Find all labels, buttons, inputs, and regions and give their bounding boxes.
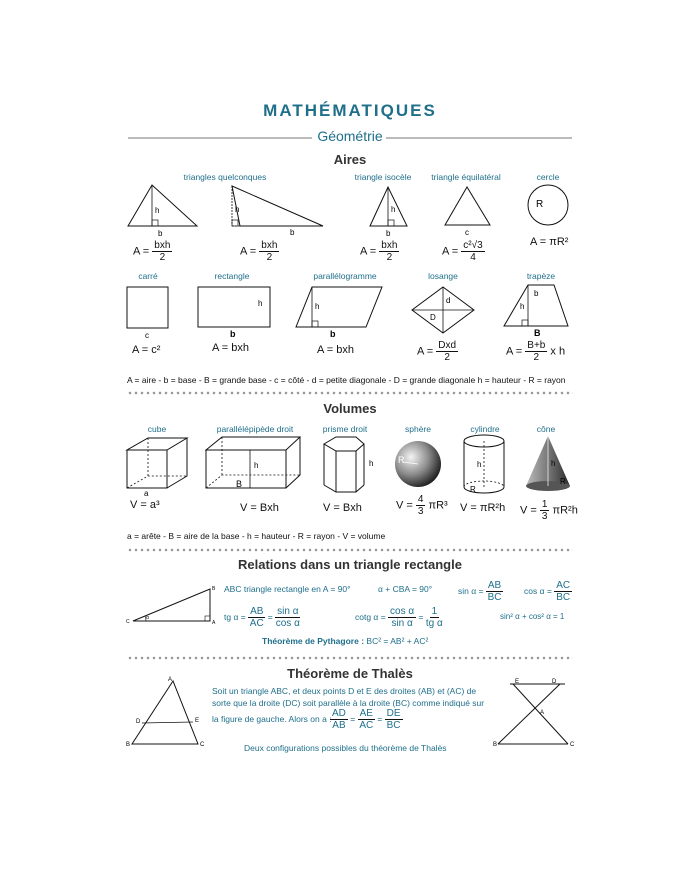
svg-text:h: h [258, 299, 263, 308]
page-title: MATHÉMATIQUES [263, 101, 437, 120]
svg-text:b: b [290, 228, 295, 237]
formula-prisme: V = Bxh [323, 502, 362, 514]
label-losange: losange [428, 271, 458, 281]
svg-text:C: C [570, 742, 575, 748]
svg-text:E: E [515, 679, 520, 685]
thales-ratios: $\frac{AD}{AB}$ = $\frac{AE}{AC}$ = $\frac{DE}{BC}$ [332, 708, 401, 731]
svg-text:α: α [146, 615, 149, 621]
label-cone: cône [536, 424, 556, 434]
thales-figure-right [493, 679, 575, 748]
svg-text:R: R [536, 199, 544, 210]
formula-rectangle: A = bxh [212, 342, 250, 354]
svg-text:h: h [369, 459, 374, 468]
svg-text:a: a [144, 489, 149, 498]
section-heading-aires: Aires [333, 152, 367, 167]
formula-cone: V = $\frac{1}{3}$ πR²h [520, 499, 578, 522]
thales-text-line1: Soit un triangle ABC, et deux points D et E des droites (AB) et (AC) de [212, 686, 477, 696]
svg-text:A: A [168, 677, 173, 683]
section-heading-volumes: Volumes [323, 401, 377, 416]
svg-text:C: C [200, 742, 205, 748]
relation-tg: tg α = $\frac{AB}{AC}$ = $\frac{\text{sin α}}{\text{cos α}}$ [224, 606, 300, 629]
svg-text:h: h [254, 461, 259, 470]
relation-cotg: cotg α = $\frac{\text{cos α}}{\text{sin α}}$ = $\frac{1}{\text{tg α}}$ [355, 606, 443, 629]
svg-text:B: B [126, 742, 131, 748]
formula-parallelepipede: V = Bxh [240, 502, 279, 514]
svg-text:b: b [330, 329, 336, 339]
svg-text:R: R [398, 455, 405, 465]
label-parallelogramme: parallélogramme [313, 271, 377, 281]
formula-sphere: V = $\frac{4}{3}$ πR³ [396, 494, 448, 517]
thales-text-line2: sorte que la droite (DC) soit parallèle à la droite (BC) comme indiqué sur [212, 698, 485, 708]
thales-text-line3: la figure de gauche. Alors on a : [212, 714, 332, 724]
svg-text:h: h [551, 459, 556, 468]
svg-text:b: b [230, 329, 236, 339]
formula-triangle-1: A = $\frac{\text{bxh}}{2}$ [133, 240, 171, 263]
thales-figure-left [126, 677, 205, 748]
label-cube: cube [147, 424, 167, 434]
formula-cube: V = a³ [130, 499, 160, 511]
formula-trapeze: A = $\frac{B+b}{2}$ x h [506, 340, 566, 363]
label-trapeze: trapèze [526, 271, 556, 281]
svg-text:c: c [465, 228, 469, 237]
label-triangle-isocele: triangle isocèle [354, 172, 412, 182]
svg-text:D: D [430, 313, 436, 322]
label-prisme: prisme droit [322, 424, 368, 434]
formula-carre: A = c² [132, 344, 161, 356]
aires-legend: A = aire - b = base - B = grande base - c = côté - d = petite diagonale - D = grande diagonale h = hauteur - R = rayon [127, 375, 566, 385]
svg-text:A: A [212, 620, 216, 626]
svg-text:D: D [552, 679, 557, 685]
volumes-legend: a = arête - B = aire de la base - h = hauteur - R = rayon - V = volume [127, 531, 386, 541]
formula-triangle-2: A = $\frac{\text{bxh}}{2}$ [240, 240, 278, 263]
svg-text:h: h [235, 205, 240, 214]
relation-cos: cos α = $\frac{AC}{BC}$ [524, 580, 571, 603]
svg-text:h: h [315, 302, 320, 311]
formula-losange: A = $\frac{\text{Dxd}}{2}$ [417, 340, 457, 363]
svg-text:h: h [391, 205, 396, 214]
svg-text:b: b [534, 289, 539, 298]
label-carre: carré [138, 271, 158, 281]
svg-text:A: A [540, 710, 545, 716]
thales-caption: Deux configurations possibles du théorème de Thalès [244, 743, 447, 753]
formula-cercle: A = πR² [530, 236, 569, 248]
svg-text:d: d [446, 296, 451, 305]
svg-text:b: b [158, 229, 163, 238]
relation-sin: sin α = $\frac{AB}{BC}$ [458, 580, 502, 603]
svg-text:B: B [493, 742, 498, 748]
label-cylindre: cylindre [470, 424, 500, 434]
svg-text:R: R [560, 477, 566, 486]
formula-parallelogramme: A = bxh [317, 344, 355, 356]
svg-text:D: D [136, 719, 141, 725]
pythagore: Théorème de Pythagore : BC² = AB² + AC² [262, 636, 429, 646]
label-rectangle: rectangle [214, 271, 250, 281]
relation-abc: ABC triangle rectangle en A = 90° [224, 584, 351, 594]
svg-text:h: h [155, 206, 160, 215]
svg-text:R: R [470, 485, 476, 494]
svg-text:h: h [477, 460, 482, 469]
svg-text:B: B [212, 586, 216, 592]
relation-angles: α + CBA = 90° [378, 584, 433, 594]
svg-text:B: B [236, 479, 243, 489]
label-triangle-equilateral: triangle équilatéral [431, 172, 501, 182]
relation-identity: sin² α + cos² α = 1 [500, 612, 565, 621]
label-cercle: cercle [536, 172, 560, 182]
label-triangles-quelconques: triangles quelconques [183, 172, 267, 182]
section-heading-relations: Relations dans un triangle rectangle [238, 557, 462, 572]
svg-text:B: B [534, 328, 541, 338]
svg-text:h: h [520, 302, 525, 311]
formula-cylindre: V = πR²h [460, 502, 506, 514]
section-heading-thales: Théorème de Thalès [287, 666, 413, 681]
svg-text:C: C [126, 619, 130, 625]
svg-text:E: E [195, 718, 200, 724]
formula-triangle-equilateral: A = $\frac{\text{c²√3}}{4}$ [442, 240, 483, 263]
svg-text:c: c [145, 331, 149, 340]
label-sphere: sphère [405, 424, 431, 434]
page-subtitle: Géométrie [317, 128, 383, 144]
svg-text:b: b [386, 229, 391, 238]
label-parallelepipede: parallélépipède droit [216, 424, 294, 434]
formula-triangle-isocele: A = $\frac{\text{bxh}}{2}$ [360, 240, 398, 263]
